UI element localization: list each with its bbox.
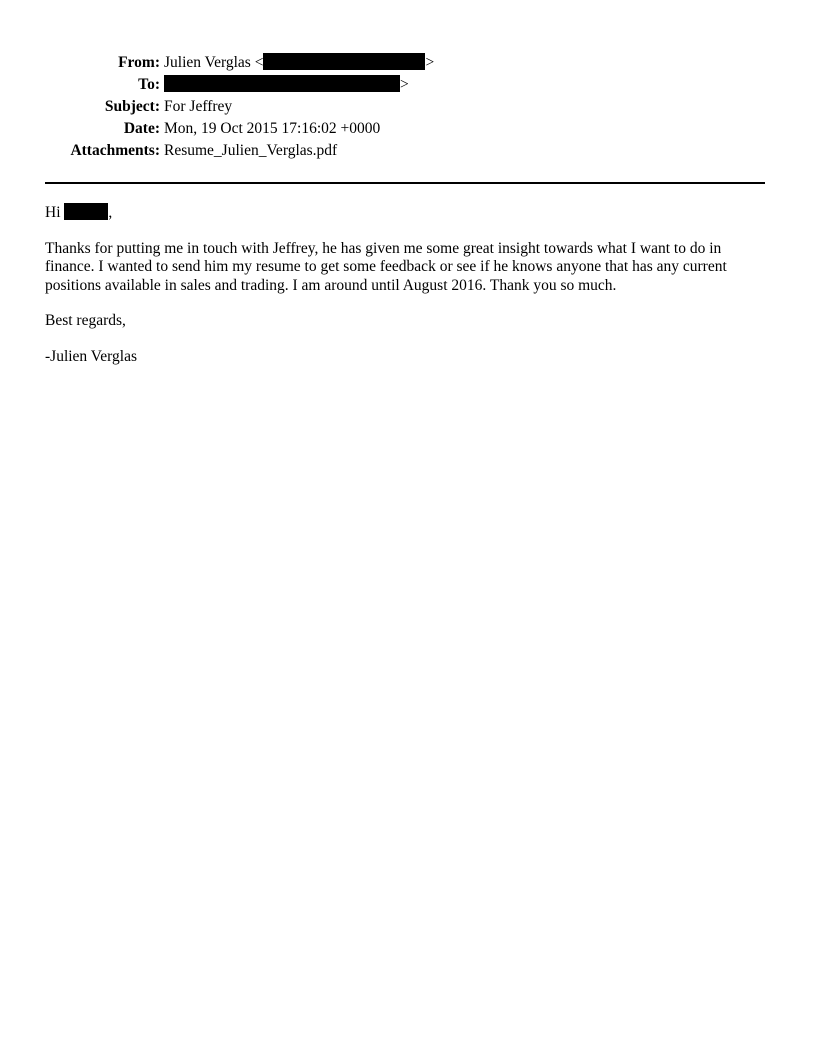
recipient-name-redaction	[64, 203, 108, 220]
header-divider	[45, 182, 765, 184]
to-value	[164, 74, 409, 96]
date-row	[0, 118, 816, 140]
signature: -Julien Verglas	[45, 347, 137, 365]
email-header	[0, 52, 816, 162]
closing-line: Best regards,	[45, 312, 126, 329]
to-row	[0, 74, 816, 96]
greeting-prefix: Hi	[45, 204, 61, 221]
from-name: Julien Verglas <	[164, 54, 264, 71]
attachments-row	[0, 140, 816, 162]
to-close: >	[400, 76, 409, 93]
from-row	[0, 52, 816, 74]
from-email-redaction	[263, 53, 425, 70]
to-email-redaction	[164, 75, 400, 92]
subject-label: Subject:	[104, 98, 160, 115]
greeting-suffix: ,	[108, 204, 113, 221]
attachments-value: Resume_Julien_Verglas.pdf	[164, 142, 338, 159]
to-label: To:	[138, 76, 160, 93]
greeting	[45, 203, 765, 223]
date-label: Date:	[123, 120, 160, 137]
body-paragraph: Thanks for putting me in touch with Jeffrey, he has given me some great insight towards what I want to do in finance. I wanted to send him my resume to get some feedback or see if he knows anyone that has any current positions available in sales and trading. I am around until August 2016. Thank you so much.	[45, 239, 727, 294]
from-close: >	[425, 54, 435, 71]
date-value: Mon, 19 Oct 2015 17:16:02 +0000	[164, 120, 381, 137]
subject-value: For Jeffrey	[164, 98, 233, 115]
attachments-label: Attachments:	[70, 142, 160, 159]
from-label: From:	[118, 54, 160, 71]
email-body	[45, 203, 765, 383]
subject-row	[0, 96, 816, 118]
from-value	[164, 52, 434, 74]
